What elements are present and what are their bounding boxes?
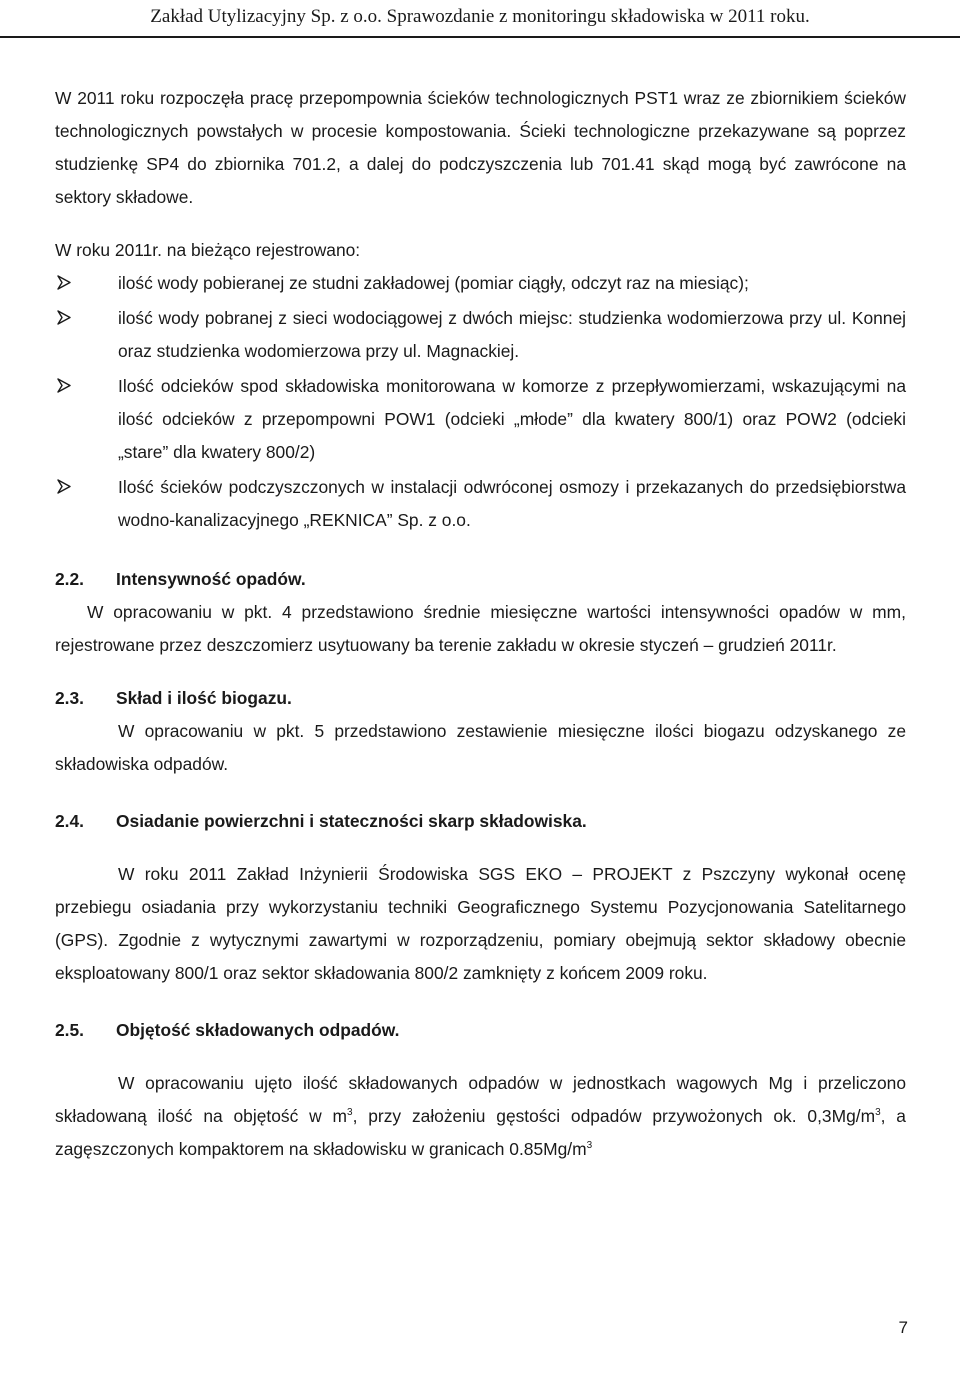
arrowhead-bullet-icon — [57, 275, 71, 290]
section-heading-2-2 — [55, 563, 906, 596]
section-heading-2-4 — [55, 805, 906, 838]
arrowhead-bullet-icon — [57, 479, 71, 494]
section-body-2-5 — [55, 1067, 906, 1166]
monitoring-list — [55, 267, 906, 537]
section-heading-2-3 — [55, 682, 906, 715]
page-header: Zakład Utylizacyjny Sp. z o.o. Sprawozdanie z monitoringu składowiska w 2011 roku. — [150, 6, 810, 27]
superscript: 3 — [875, 1107, 881, 1119]
body-text: , przy założeniu gęstości odpadów przywożonych ok. 0,3Mg/m — [352, 1106, 876, 1126]
section-title: Skład i ilość biogazu. — [116, 688, 292, 708]
section-body-2-4: W roku 2011 Zakład Inżynierii Środowiska SGS EKO – PROJEKT z Pszczyny wykonał ocenę przebiegu osiadania przy wykorzystaniu techniki Geograficznego Systemu Pozycjonowania Satelitarnego (GPS). Zgodnie z wytycznymi zawartymi w rozporządzeniu, pomiary obejmują sektor składowy obecnie eksploatowany 800/1 oraz sektor składowania 800/2 zamknięty z końcem 2009 roku. — [55, 864, 906, 983]
section-number: 2.4. — [55, 811, 85, 831]
section-number: 2.5. — [55, 1020, 85, 1040]
list-item-text: Ilość odcieków spod składowiska monitorowana w komorze z przepływomierzami, wskazującymi na ilość odcieków z przepompowni POW1 (odcieki „młode” dla kwatery 800/1) oraz POW2 (odcieki „stare” dla kwatery 800/2) — [118, 376, 906, 462]
list-item — [55, 302, 906, 368]
list-item — [55, 370, 906, 469]
section-body-2-2: W opracowaniu w pkt. 4 przedstawiono średnie miesięczne wartości intensywności opadów w mm, rejestrowane przez deszczomierz usytuowany ba terenie zakładu w okresie styczeń – grudzień 2011r. — [55, 602, 906, 655]
superscript: 3 — [586, 1140, 593, 1152]
section-number: 2.2. — [55, 569, 85, 589]
monitoring-lead: W roku 2011r. na bieżąco rejestrowano: — [55, 240, 361, 260]
body-text: W opracowaniu ujęto ilość składowanych odpadów w jednostkach wagowych Mg i przeliczono składowaną ilość na objętość w m — [55, 1073, 906, 1126]
list-item-text: ilość wody pobieranej ze studni zakładowej (pomiar ciągły, odczyt raz na miesiąc); — [118, 273, 749, 293]
section-number: 2.3. — [55, 688, 85, 708]
header-divider — [0, 36, 960, 38]
list-item-text: ilość wody pobranej z sieci wodociągowej z dwóch miejsc: studzienka wodomierzowa przy ul. Konnej oraz studzienka wodomierzowa przy ul. Magnackiej. — [118, 308, 906, 361]
body-text: , a zagęszczonych kompaktorem na składowisku w granicach 0.85Mg/m — [55, 1106, 906, 1159]
list-item — [55, 267, 906, 300]
section-heading-2-5 — [55, 1014, 906, 1047]
superscript: 3 — [347, 1107, 353, 1119]
list-item — [55, 471, 906, 537]
page-number: 7 — [898, 1318, 908, 1337]
intro-paragraph: W 2011 roku rozpoczęła pracę przepompownia ścieków technologicznych PST1 wraz ze zbiornikiem ścieków technologicznych powstałych w procesie kompostowania. Ścieki technologiczne przekazywane są poprzez studzienkę SP4 do zbiornika 701.2, a dalej do podczyszczenia lub 701.41 skąd mogą być zawrócone na sektory składowe. — [55, 88, 906, 207]
list-item-text: Ilość ścieków podczyszczonych w instalacji odwróconej osmozy i przekazanych do przedsiębiorstwa wodno-kanalizacyjnego „REKNICA” Sp. z o.o. — [118, 477, 906, 530]
section-title: Osiadanie powierzchni i stateczności skarp składowiska. — [116, 811, 587, 831]
document-body — [55, 82, 906, 1166]
arrowhead-bullet-icon — [57, 310, 71, 325]
section-body-2-3: W opracowaniu w pkt. 5 przedstawiono zestawienie miesięczne ilości biogazu odzyskanego ze składowiska odpadów. — [55, 721, 906, 774]
section-title: Intensywność opadów. — [116, 569, 306, 589]
section-title: Objętość składowanych odpadów. — [116, 1020, 400, 1040]
arrowhead-bullet-icon — [57, 378, 71, 393]
